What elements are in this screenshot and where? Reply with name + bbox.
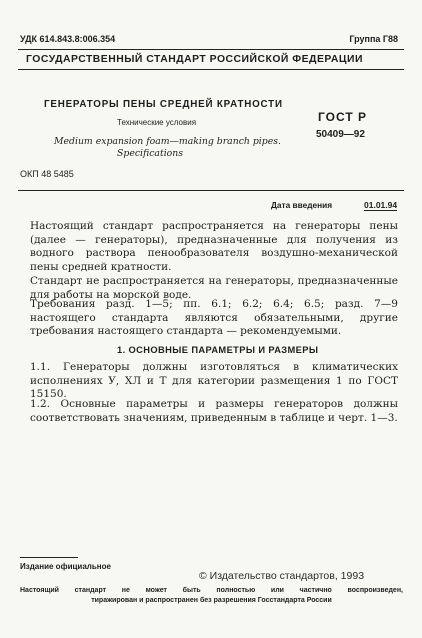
gost-label: ГОСТ Р xyxy=(318,110,368,124)
english-title-line1: Medium expansion foam—making branch pipes. xyxy=(54,136,281,147)
group-code: Группа Г88 xyxy=(349,34,398,44)
udk-code: УДК 614.843.8:006.354 xyxy=(20,34,116,44)
standard-header: ГОСУДАРСТВЕННЫЙ СТАНДАРТ РОССИЙСКОЙ ФЕДЕРАЦИИ xyxy=(26,54,363,65)
paragraph-1-2: 1.2. Основные параметры и размеры генераторов должны соответствовать значениям, приведенным в таблице и черт. 1—3. xyxy=(30,398,398,424)
date-value: 01.01.94 xyxy=(364,200,398,210)
section-rule xyxy=(18,190,404,191)
edition-rule xyxy=(20,557,78,558)
section-title: 1. ОСНОВНЫЕ ПАРАМЕТРЫ И РАЗМЕРЫ xyxy=(117,345,319,355)
legal-notice-line1: Настоящий стандарт не может быть полностью или частично воспроизведен, xyxy=(20,587,403,594)
legal-notice-line2: тиражирован и распространен без разрешения Госстандарта России xyxy=(91,597,332,604)
header-rule-bottom xyxy=(18,69,404,70)
document-subtitle: Технические условия xyxy=(117,118,197,127)
paragraph-exclusion: Стандарт не распространяется на генераторы, предназначенные для работы на морской воде. xyxy=(30,275,398,301)
document-title: ГЕНЕРАТОРЫ ПЕНЫ СРЕДНЕЙ КРАТНОСТИ xyxy=(44,99,283,110)
paragraph-scope: Настоящий стандарт распространяется на генераторы пены (далее — генераторы), предназначенные для получения из водного раствора пенообразователя воздушно-механической пены средней кратности. xyxy=(30,220,398,273)
header-rule-top xyxy=(18,49,404,50)
copyright-notice: © Издательство стандартов, 1993 xyxy=(199,570,365,582)
okp-code: ОКП 48 5485 xyxy=(20,169,74,179)
paragraph-1-1: 1.1. Генераторы должны изготовляться в климатических исполнениях У, ХЛ и Т для категории размещения 1 по ГОСТ 15150. xyxy=(30,361,398,400)
edition-label: Издание официальное xyxy=(20,562,111,571)
date-label: Дата введения xyxy=(271,200,333,210)
english-title-line2: Specifications xyxy=(117,148,184,159)
paragraph-requirements: Требования разд. 1—5; пп. 6.1; 6.2; 6.4; 6.5; разд. 7—9 настоящего стандарта являются обязательными, другие требования настоящего стандарта — рекомендуемыми. xyxy=(30,298,398,337)
gost-number: 50409—92 xyxy=(316,129,365,140)
